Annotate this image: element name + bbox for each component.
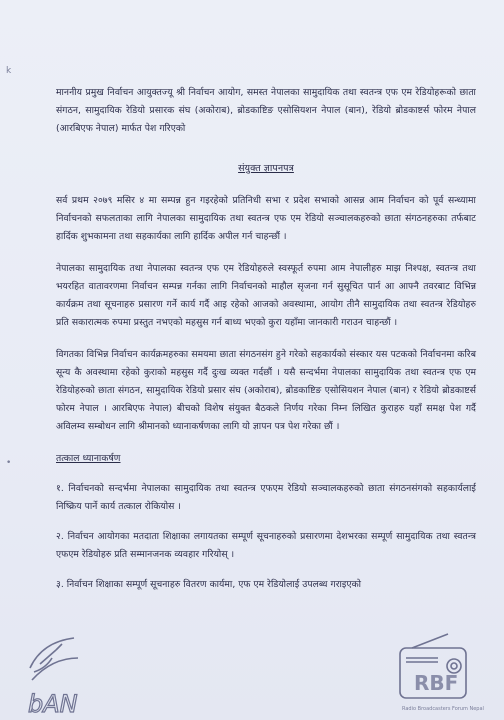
body-paragraph-1: सर्व प्रथम २०७९ मसिर ४ मा सम्पन्न हुन गइरहेको प्रतिनिधी सभा र प्रदेश सभाको आसन्न आम निर्वाचन को पूर्व सन्ध्यामा निर्वाचनको सफलताका लागि नेपालका सामुदायिक तथा स्वतन्त्र एफ एम रेडियो सञ्चालकहरुको छाता संगठनहरुका तर्फबाट हार्दिक शुभकामना तथा सहकार्यका लागि हार्दिक अपील गर्न चाहन्छौं । — [56, 195, 476, 242]
svg-text:bAN: bAN — [28, 690, 78, 718]
list-item-3: ३. निर्वाचन शिक्षाका सम्पूर्ण सूचनाहरु वितरण कार्यमा, एफ एम रेडियोलाई उपलब्ध गराइएको — [56, 579, 362, 590]
subject-title — [56, 160, 476, 178]
list-item-2: २. निर्वाचन आयोगका मतदाता शिक्षाका लगायतका सम्पूर्ण सूचनाहरुको प्रसारणमा देशभरका सम्पूर्ण सामुदायिक तथा स्वतन्त्र एफएम रेडियोहरु प्रति सम्मानजनक व्यवहार गरियोस् । — [56, 531, 476, 560]
subject-title-text: संयुक्त ज्ञापनपत्र — [238, 163, 294, 174]
margin-mark: k — [6, 66, 12, 76]
section-heading — [56, 450, 476, 468]
svg-text:Radio Broadcasters Forum Nepal: Radio Broadcasters Forum Nepal — [402, 706, 484, 712]
section-heading-text: तत्काल ध्यानाकर्षण — [56, 453, 121, 464]
margin-mark: • — [6, 458, 12, 468]
svg-text:RBF: RBF — [414, 671, 459, 695]
ban-logo — [22, 628, 92, 720]
rbf-logo — [394, 628, 484, 720]
body-paragraph-2: नेपालका सामुदायिक तथा नेपालका स्वतन्त्र एफ एम रेडियोहरुले स्वस्फूर्त रुपमा आम नेपालीहरु माझ निश्पक्ष, स्वतन्त्र तथा भयरहित वातावरणमा निर्वाचन सम्पन्न गर्नका लागि निर्वाचनको माहौल सृजना गर्न सुसूचित पार्न आ आफ्नै तवरबाट विभिन्न कार्यक्रम तथा सूचनाहरु प्रसारण गर्ने कार्य गर्दै आइ रहेको आजको अवस्थामा, आयोग तीनै सामुदायिक तथा स्वतन्त्र रेडियोहरु प्रति सकारात्मक रुपमा प्रस्तुत नभएको महसुस गर्न बाध्य भएको कुरा यहाँमा जानकारी गराउन चाहन्छौं । — [56, 263, 476, 328]
list-item-1: १. निर्वाचनको सन्दर्भमा नेपालका सामुदायिक तथा स्वतन्त्र एफएम रेडियो सञ्चालकहरुको छाता संगठनसंगको सहकार्यलाई निष्क्रिय पार्ने कार्य तत्काल रोकियोस । — [56, 483, 476, 512]
intro-paragraph: माननीय प्रमुख निर्वाचन आयुक्तज्यू श्री निर्वाचन आयोग, समस्त नेपालका सामुदायिक तथा स्वतन्त्र एफ एम रेडियोहरूको छाता संगठन, सामुदायिक रेडियो प्रसारक संघ (अकोराब), ब्रोडकाष्टिङ एसोसियशन नेपाल (बान), रेडियो ब्रोडकाष्टर्स फोरम नेपाल (आरबिएफ नेपाल) मार्फत पेश गरिएको — [56, 87, 476, 134]
document-body — [56, 84, 476, 606]
body-paragraph-3: विगतका विभिन्न निर्वाचन कार्यक्रमहरुका समयमा छाता संगठनसंग हुने गरेको सहकार्यको संस्कार यस पटकको निर्वाचनमा करिब सून्य कै अवस्थामा रहेको कुराको महसुस गर्दै दुःख व्यक्त गर्दछौं । यसै सन्दर्भमा नेपालका सामुदायिक तथा स्वतन्त्र एफ एम रेडियोहरुको छाता संगठन, सामुदायिक रेडियो प्रसार संघ (अकोराब), ब्रोडकाष्टिङ एसोसियशन नेपाल (बान) र रेडियो ब्रोडकाष्टर्स फोरम नेपाल । आरबिएफ नेपाल) बीचको विशेष संयुक्त बैठकले निर्णय गरेका निम्न लिखित कुराहरु यहाँ समक्ष पेश गर्दै अविलम्व सम्बोधन लागि श्रीमानको ध्यानाकर्षणका लागि यो ज्ञापन पत्र पेश गरेका छौं । — [56, 349, 476, 432]
